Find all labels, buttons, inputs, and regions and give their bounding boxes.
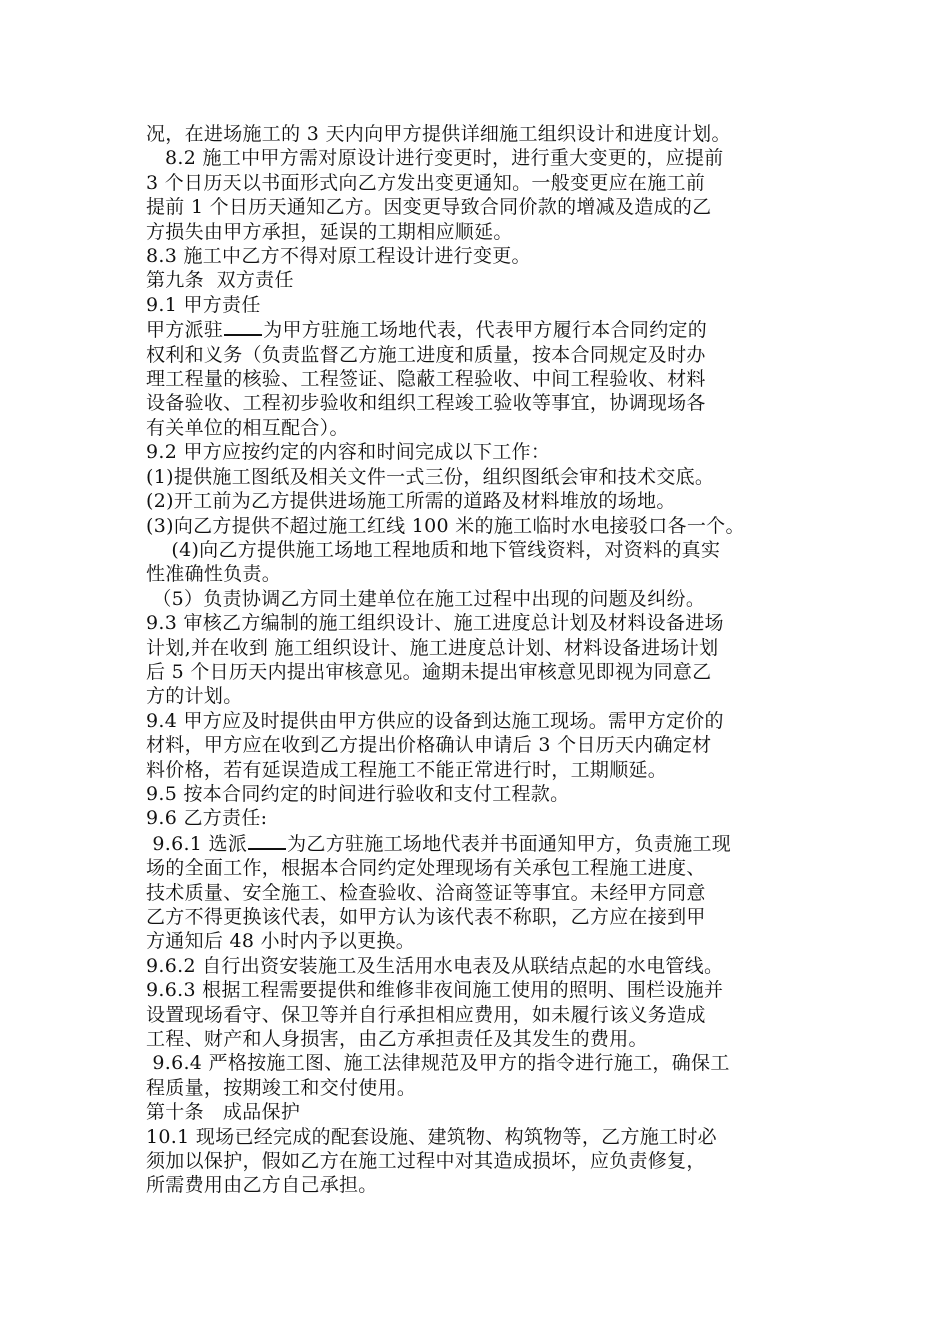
document-line: 况，在进场施工的 3 天内向甲方提供详细施工组织设计和进度计划。	[146, 123, 731, 145]
document-line: 计划,并在收到 施工组织设计、施工进度总计划、材料设备进场计划	[146, 636, 719, 659]
document-line: 场的全面工作，根据本合同约定处理现场有关承包工程施工进度、	[146, 857, 706, 880]
line-text-after-blank: 为甲方驻施工场地代表，代表甲方履行本合同约定的	[263, 319, 708, 342]
document-line: 权利和义务（负责监督乙方施工进度和质量，按本合同规定及时办	[146, 343, 706, 366]
document-line: (4)向乙方提供施工场地工程地质和地下管线资料，对资料的真实	[146, 538, 721, 561]
document-line: 9.1 甲方责任	[146, 293, 261, 316]
document-line: 3 个日历天以书面形式向乙方发出变更通知。一般变更应在施工前	[146, 171, 706, 194]
document-line: 有关单位的相互配合）。	[146, 416, 349, 439]
line-text-after-blank: 为乙方驻施工场地代表并书面通知甲方，负责施工现	[287, 832, 732, 855]
document-body	[146, 122, 826, 1198]
document-line: 乙方不得更换该代表，如甲方认为该代表不称职，乙方应在接到甲	[146, 906, 706, 928]
document-line	[146, 831, 826, 856]
document-line: 后 5 个日历天内提出审核意见。逾期未提出审核意见即视为同意乙	[146, 660, 712, 683]
line-text-before-blank: 甲方派驻	[146, 319, 224, 342]
document-line: 9.6.4 严格按施工图、施工法律规范及甲方的指令进行施工，确保工	[146, 1052, 730, 1075]
document-line: 工程、财产和人身损害，由乙方承担责任及其发生的费用。	[146, 1028, 648, 1051]
document-line: 9.6 乙方责任:	[146, 807, 268, 830]
document-line: 设备验收、工程初步验收和组织工程竣工验收等事宜，协调现场各	[146, 392, 706, 415]
document-line: 须加以保护，假如乙方在施工过程中对其造成损坏，应负责修复，	[146, 1150, 706, 1173]
document-line: (1)提供施工图纸及相关文件一式三份，组织图纸会审和技术交底。	[146, 465, 715, 488]
document-line: 9.2 甲方应按约定的内容和时间完成以下工作：	[146, 441, 551, 464]
document-line: 8.3 施工中乙方不得对原工程设计进行变更。	[146, 245, 531, 268]
document-line: 理工程量的核验、工程签证、隐蔽工程验收、中间工程验收、材料	[146, 368, 706, 391]
line-text-before-blank: 9.6.1 选派	[146, 832, 248, 855]
document-line: 性准确性负责。	[146, 563, 282, 586]
document-line: 方的计划。	[146, 685, 243, 708]
document-line: 第九条 双方责任	[146, 269, 294, 292]
document-line: (3)向乙方提供不超过施工红线 100 米的施工临时水电接驳口各一个。	[146, 514, 745, 537]
document-line: 8.2 施工中甲方需对原设计进行变更时，进行重大变更的，应提前	[146, 147, 724, 170]
document-line: 9.5 按本合同约定的时间进行验收和支付工程款。	[146, 782, 570, 805]
fill-in-blank	[224, 317, 262, 336]
document-line: 技术质量、安全施工、检查验收、洽商签证等事宜。未经甲方同意	[146, 881, 706, 904]
document-line: (2)开工前为乙方提供进场施工所需的道路及材料堆放的场地。	[146, 490, 676, 513]
document-line: （5）负责协调乙方同土建单位在施工过程中出现的问题及纠纷。	[146, 587, 706, 610]
document-line: 提前 1 个日历天通知乙方。因变更导致合同价款的增减及造成的乙	[146, 196, 712, 219]
document-line: 第十条 成品保护	[146, 1101, 301, 1124]
document-line: 9.6.3 根据工程需要提供和维修非夜间施工使用的照明、围栏设施并	[146, 979, 724, 1002]
document-line: 所需费用由乙方自己承担。	[146, 1174, 378, 1197]
document-line: 9.4 甲方应及时提供由甲方供应的设备到达施工现场。需甲方定价的	[146, 709, 724, 732]
document-line: 9.3 审核乙方编制的施工组织设计、施工进度总计划及材料设备进场	[146, 612, 724, 635]
document-line: 程质量，按期竣工和交付使用。	[146, 1076, 417, 1099]
fill-in-blank	[248, 831, 286, 850]
document-line: 设置现场看守、保卫等并自行承担相应费用，如未履行该义务造成	[146, 1003, 706, 1026]
document-line: 方损失由甲方承担，延误的工期相应顺延。	[146, 220, 513, 243]
document-line	[146, 317, 826, 342]
document-line: 10.1 现场已经完成的配套设施、建筑物、构筑物等，乙方施工时必	[146, 1125, 717, 1148]
document-line: 材料，甲方应在收到乙方提出价格确认申请后 3 个日历天内确定材	[146, 734, 712, 757]
document-line: 9.6.2 自行出资安装施工及生活用水电表及从联结点起的水电管线。	[146, 954, 724, 977]
document-line: 料价格，若有延误造成工程施工不能正常进行时，工期顺延。	[146, 758, 668, 781]
document-line: 方通知后 48 小时内予以更换。	[146, 930, 416, 953]
